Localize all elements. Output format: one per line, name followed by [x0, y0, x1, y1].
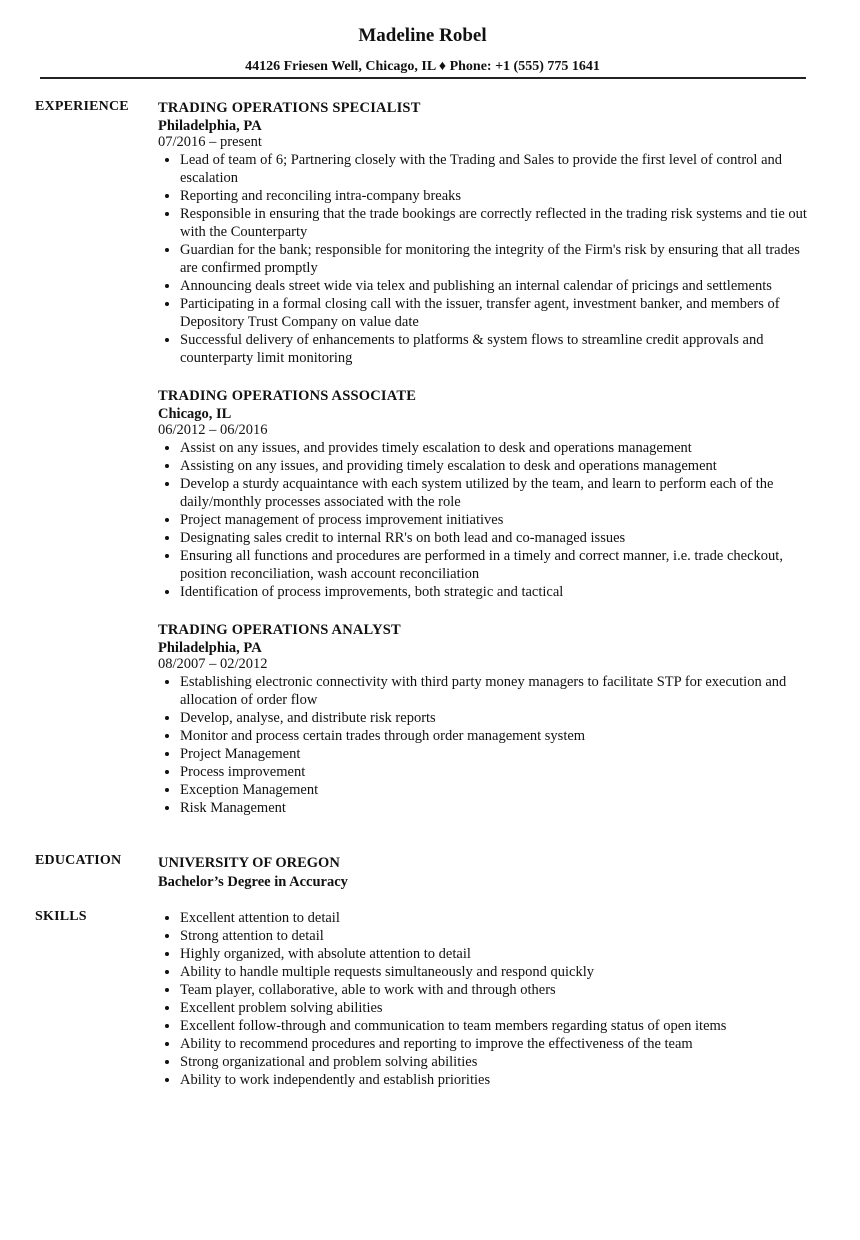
skills-heading: SKILLS: [35, 909, 87, 924]
job-title: TRADING OPERATIONS SPECIALIST: [158, 100, 421, 116]
list-item: • Monitor and process certain trades through order management system: [180, 727, 808, 745]
job-title: TRADING OPERATIONS ANALYST: [158, 622, 401, 638]
list-item: • Project management of process improvement initiatives: [180, 511, 808, 529]
education-heading: EDUCATION: [35, 853, 122, 868]
job-location: Philadelphia, PA: [158, 640, 262, 656]
list-item: • Reporting and reconciling intra-company breaks: [180, 187, 808, 205]
education-body: [158, 853, 808, 891]
list-item: • Assisting on any issues, and providing timely escalation to desk and operations management: [180, 457, 808, 475]
list-item: • Ability to work independently and establish priorities: [180, 1071, 808, 1089]
list-item: • Exception Management: [180, 781, 808, 799]
job-entry: [158, 99, 808, 367]
skills-list: [158, 909, 808, 1089]
list-item: • Assist on any issues, and provides timely escalation to desk and operations management: [180, 439, 808, 457]
list-item: • Project Management: [180, 745, 808, 763]
list-item: • Excellent problem solving abilities: [180, 999, 808, 1017]
list-item: • Designating sales credit to internal RR's on both lead and co-managed issues: [180, 529, 808, 547]
job-duties-list: [158, 439, 808, 601]
job-duties-list: [158, 151, 808, 367]
list-item: • Successful delivery of enhancements to platforms & system flows to streamline credit approvals and counterparty limit monitoring: [180, 331, 808, 367]
list-item: • Strong attention to detail: [180, 927, 808, 945]
list-item: • Process improvement: [180, 763, 808, 781]
list-item: • Excellent follow-through and communication to team members regarding status of open items: [180, 1017, 808, 1035]
list-item: • Team player, collaborative, able to work with and through others: [180, 981, 808, 999]
list-item: • Responsible in ensuring that the trade bookings are correctly reflected in the trading risk systems and tie out with the Counterparty: [180, 205, 808, 241]
list-item: • Announcing deals street wide via telex and publishing an internal calendar of pricings and settlements: [180, 277, 808, 295]
list-item: • Establishing electronic connectivity with third party money managers to facilitate STP for execution and allocation of order flow: [180, 673, 808, 709]
list-item: • Participating in a formal closing call with the issuer, transfer agent, investment banker, and members of Depository Trust Company on value date: [180, 295, 808, 331]
job-duties-list: [158, 673, 808, 817]
job-entry: [158, 387, 808, 601]
list-item: • Develop, analyse, and distribute risk reports: [180, 709, 808, 727]
job-location: Philadelphia, PA: [158, 118, 262, 134]
job-dates: 08/2007 – 02/2012: [158, 656, 268, 672]
candidate-name: Madeline Robel: [358, 25, 487, 46]
list-item: • Ability to recommend procedures and reporting to improve the effectiveness of the team: [180, 1035, 808, 1053]
skills-body: [158, 909, 808, 1089]
job-entry: [158, 621, 808, 817]
list-item: • Lead of team of 6; Partnering closely with the Trading and Sales to provide the first level of control and escalation: [180, 151, 808, 187]
school-name: UNIVERSITY OF OREGON: [158, 855, 340, 871]
list-item: • Risk Management: [180, 799, 808, 817]
list-item: • Ensuring all functions and procedures are performed in a timely and correct manner, i.e. trade checkout, position reconciliation, wash account reconciliation: [180, 547, 808, 583]
list-item: • Ability to handle multiple requests simultaneously and respond quickly: [180, 963, 808, 981]
experience-body: [158, 99, 808, 837]
list-item: • Identification of process improvements, both strategic and tactical: [180, 583, 808, 601]
job-dates: 07/2016 – present: [158, 134, 262, 150]
job-dates: 06/2012 – 06/2016: [158, 422, 268, 438]
list-item: • Develop a sturdy acquaintance with each system utilized by the team, and learn to perform each of the daily/monthly processes associated with the role: [180, 475, 808, 511]
job-location: Chicago, IL: [158, 406, 232, 422]
contact-line: 44126 Friesen Well, Chicago, IL ♦ Phone: +1 (555) 775 1641: [245, 59, 600, 74]
experience-heading: EXPERIENCE: [35, 99, 129, 114]
degree-name: Bachelor’s Degree in Accuracy: [158, 874, 348, 890]
list-item: • Guardian for the bank; responsible for monitoring the integrity of the Firm's risk by ensuring that all trades are confirmed promptly: [180, 241, 808, 277]
list-item: • Strong organizational and problem solving abilities: [180, 1053, 808, 1071]
list-item: • Highly organized, with absolute attention to detail: [180, 945, 808, 963]
job-title: TRADING OPERATIONS ASSOCIATE: [158, 388, 417, 404]
header-divider: [40, 77, 806, 79]
list-item: • Excellent attention to detail: [180, 909, 808, 927]
